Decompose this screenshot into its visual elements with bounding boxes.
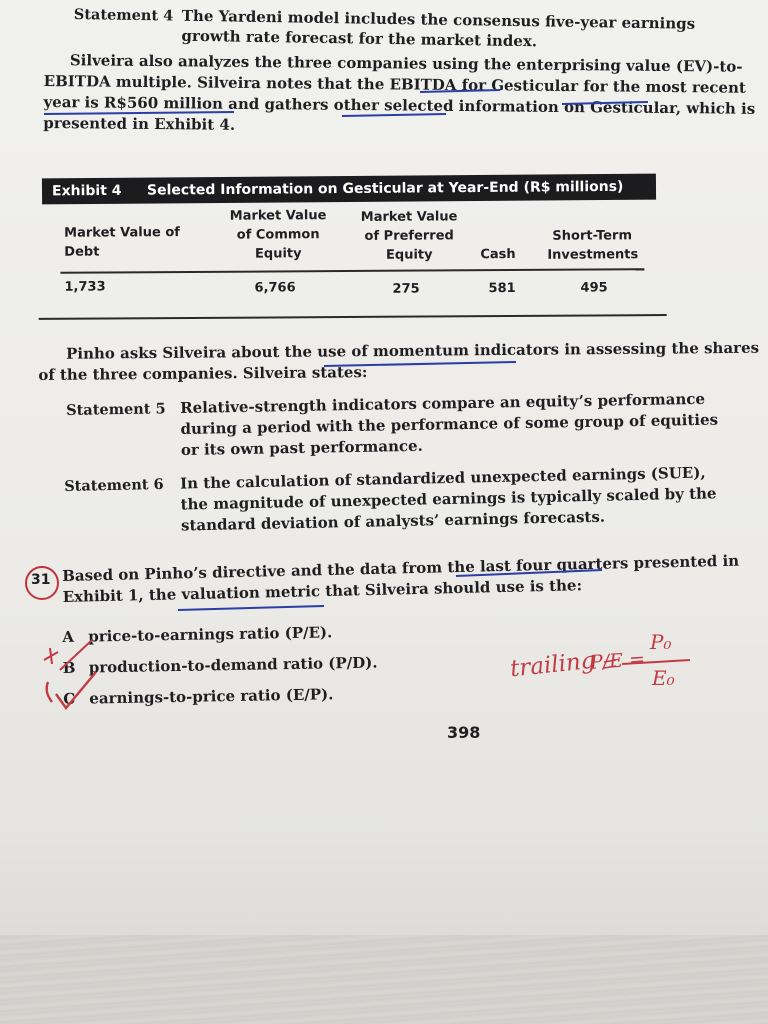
checkmark-option-c bbox=[47, 672, 96, 708]
ev-line-2: EBITDA multiple. Silveira notes that the EBITDA for Gesticular for the most recent bbox=[43, 71, 746, 97]
header-short-term-investments: Short-Term Investments bbox=[547, 228, 639, 263]
underline-gesticular bbox=[420, 90, 500, 92]
underline-selected bbox=[342, 114, 446, 116]
statement-5-label: Statement 5 bbox=[66, 400, 166, 419]
option-a-letter: A bbox=[62, 627, 75, 646]
statement-5-line3: or its own past performance. bbox=[180, 436, 423, 460]
ev-line-1: Silveira also analyzes the three companies using the enterprising value (EV)-to- bbox=[69, 51, 743, 76]
underline-year-560 bbox=[44, 112, 234, 114]
header-common-equity: Market Value of Common Equity bbox=[229, 208, 327, 262]
handwriting-pe: P/E = bbox=[589, 648, 646, 674]
underline-momentum bbox=[324, 362, 516, 366]
handwriting-numerator: P₀ bbox=[650, 630, 672, 654]
option-b-letter: B bbox=[62, 658, 76, 677]
ev-line-3: year is R$560 million and gathers other selected information on Gesticular, which is bbox=[43, 92, 756, 118]
underline-last-four-quarters bbox=[456, 570, 602, 576]
value-common-equity: 6,766 bbox=[254, 280, 296, 296]
statement-5-line2: during a period with the performance of some group of equities bbox=[180, 410, 719, 439]
handwriting-trailing: trailing bbox=[508, 647, 597, 683]
exhibit-label: Exhibit 4 bbox=[51, 182, 122, 200]
momentum-line-2: of the three companies. Silveira states: bbox=[38, 363, 368, 384]
option-c-text: earnings-to-price ratio (E/P). bbox=[89, 685, 334, 708]
underline-valuation-metric bbox=[178, 606, 324, 610]
question-line-1: Based on Pinho’s directive and the data from the last four quarters presented in bbox=[62, 551, 740, 585]
value-debt: 1,733 bbox=[64, 279, 106, 295]
statement-6-label: Statement 6 bbox=[64, 475, 164, 495]
question-number: 31 bbox=[31, 572, 51, 588]
exhibit-title: Selected Information on Gesticular at Year-End (R$ millions) bbox=[146, 178, 624, 199]
statement-4-line2: growth rate forecast for the market index. bbox=[181, 26, 538, 51]
paper-fold-shadow bbox=[0, 935, 768, 1024]
option-b-text: production-to-demand ratio (P/D). bbox=[88, 653, 378, 677]
header-cash: Cash bbox=[480, 246, 516, 263]
momentum-line-1: Pinho asks Silveira about the use of momentum indicators in assessing the shares bbox=[66, 338, 760, 363]
header-debt: Market Value of Debt bbox=[64, 225, 180, 260]
option-c-letter: C bbox=[63, 689, 76, 708]
option-a-text: price-to-earnings ratio (P/E). bbox=[88, 623, 333, 646]
statement-4-label: Statement 4 bbox=[73, 5, 174, 25]
page-number: 398 bbox=[447, 723, 481, 742]
ev-line-4: presented in Exhibit 4. bbox=[43, 113, 236, 134]
handwriting-denominator: E₀ bbox=[652, 666, 675, 690]
value-cash: 581 bbox=[488, 280, 516, 297]
value-preferred-equity: 275 bbox=[392, 281, 420, 297]
question-line-2: Exhibit 1, the valuation metric that Silveira should use is the: bbox=[62, 576, 583, 606]
statement-4-line1: The Yardeni model includes the consensus five-year earnings bbox=[181, 6, 696, 33]
underline-most-recent bbox=[562, 102, 648, 104]
statement-6-line2: the magnitude of unexpected earnings is typically scaled by the bbox=[180, 484, 717, 514]
statement-6-line3: standard deviation of analysts’ earnings forecasts. bbox=[180, 507, 606, 535]
value-short-term-investments: 495 bbox=[580, 280, 608, 296]
statement-6-line1: In the calculation of standardized unexpected earnings (SUE), bbox=[179, 463, 706, 493]
strike-option-b bbox=[44, 640, 92, 670]
header-preferred-equity: Market Value of Preferred Equity bbox=[360, 209, 458, 263]
statement-5-line1: Relative-strength indicators compare an equity’s performance bbox=[180, 389, 706, 418]
